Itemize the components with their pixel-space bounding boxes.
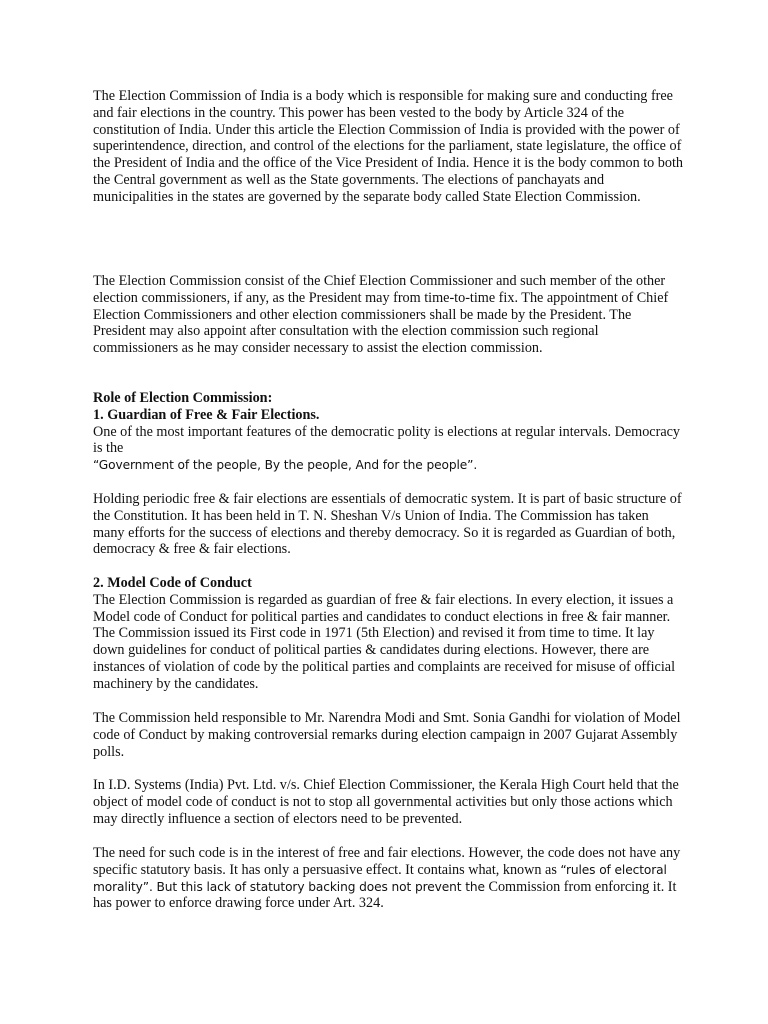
heading-role-of-election-commission: Role of Election Commission:	[93, 390, 273, 406]
paragraph-commission-responsible: The Commission held responsible to Mr. Narendra Modi and Smt. Sonia Gandhi for violation of Model code of Conduct by making controversial remarks during election campaign in 2007 Gujarat Assembly polls.	[93, 710, 681, 760]
heading-model-code-of-conduct: 2. Model Code of Conduct	[93, 575, 252, 591]
paragraph-kerala-high-court: In I.D. Systems (India) Pvt. Ltd. v/s. Chief Election Commissioner, the Kerala High Court held that the object of model code of conduct is not to stop all governmental activities but only those actions which may directly influence a section of electors need to be prevented.	[93, 777, 679, 827]
paragraph-composition: The Election Commission consist of the Chief Election Commissioner and such member of the other election commissioners, if any, as the President may from time-to-time fix. The appointment of Chief Election Commissioners and other election commissioners shall be made by the President. The President may also appoint after consultation with the election commission such regional commissioners as he may consider necessary to assist the election commission.	[93, 273, 669, 357]
paragraph-periodic-elections: Holding periodic free & fair elections are essentials of democratic system. It is part of basic structure of the Constitution. It has been held in T. N. Sheshan V/s Union of India. The Commission has taken many efforts for the success of elections and thereby democracy. So it is regarded as Guardian of both, democracy & free & fair elections.	[93, 491, 682, 558]
paragraph-model-code: The Election Commission is regarded as guardian of free & fair elections. In every election, it issues a Model code of Conduct for political parties and candidates to conduct elections in free & fair manner. The Commission issued its First code in 1971 (5th Election) and revised it from time to time. It lay down guidelines for conduct of political parties & candidates during elections. However, there are instances of violation of code by the political parties and complaints are received for misuse of official machinery by the candidates.	[93, 591, 676, 692]
section-model-code	[93, 575, 683, 693]
paragraph-democracy-quote: “Government of the people, By the people, And for the people”.	[93, 458, 478, 473]
paragraph-intro: The Election Commission of India is a body which is responsible for making sure and conducting free and fair elections in the country. This power has been vested to the body by Article 324 of the constitution of India. Under this article the Election Commission of India is provided with the power of superintendence, direction, and control of the elections for the parliament, state legislature, the office of the President of India and the office of the Vice President of India. Hence it is the body common to both the Central government as well as the State governments. The elections of panchayats and municipalities in the states are governed by the separate body called State Election Commission.	[93, 88, 684, 205]
paragraph-democracy-lead: One of the most important features of the democratic polity is elections at regular intervals. Democracy is the	[93, 423, 681, 457]
statutory-basis-tail: Commission from enforcing it. It has power to enforce drawing force under Art. 324.	[93, 878, 677, 912]
heading-guardian-of-elections: 1. Guardian of Free & Fair Elections.	[93, 406, 320, 423]
section-role	[93, 390, 683, 474]
statutory-basis-quote: “rules of electoral morality”. But this lack of statutory backing does not prevent the	[93, 862, 667, 894]
paragraph-statutory-basis	[93, 845, 683, 912]
statutory-basis-lead: The need for such code is in the interest of free and fair elections. However, the code does not have any specific statutory basis. It has only a persuasive effect. It contains what, known as	[93, 845, 681, 878]
